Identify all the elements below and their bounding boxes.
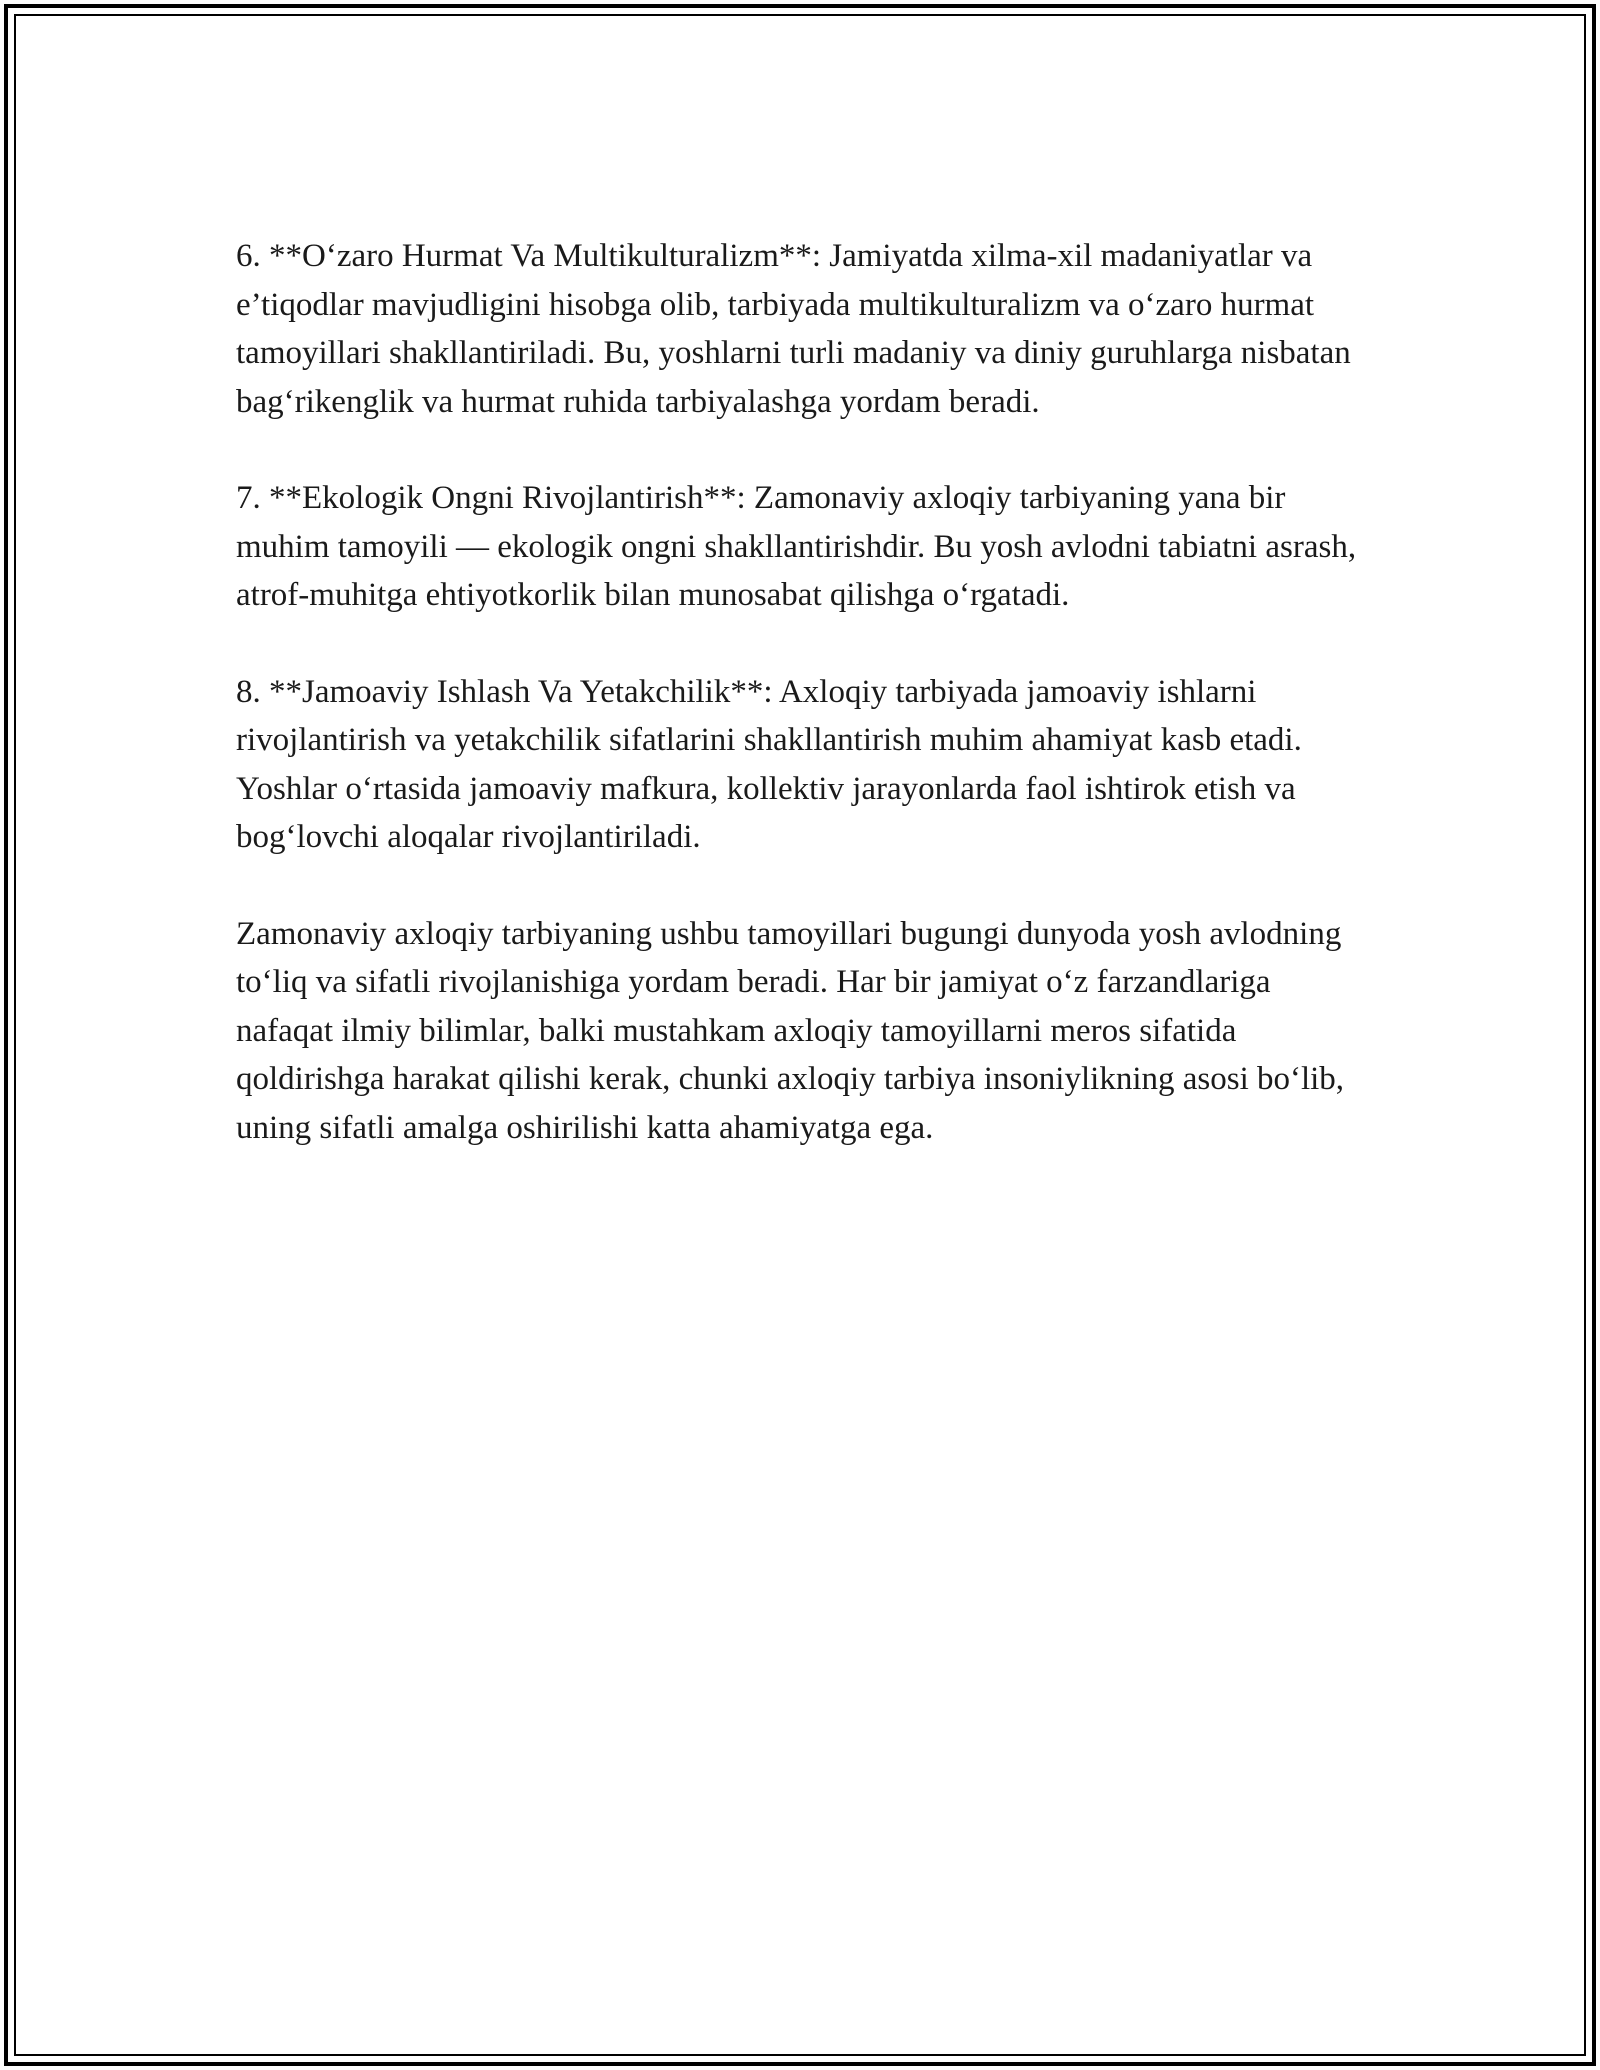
document-body <box>236 232 1366 1200</box>
paragraph-item-8: 8. **Jamoaviy Ishlash Va Yetakchilik**: Axloqiy tarbiyada jamoaviy ishlarni rivojlantirish va yetakchilik sifatlarini shakllantirish muhim ahamiyat kasb etadi. Yoshlar o‘rtasida jamoaviy mafkura, kollektiv jarayonlarda faol ishtirok etish va bog‘lovchi aloqalar rivojlantiriladi. <box>236 673 1302 855</box>
paragraph-item-6: 6. **O‘zaro Hurmat Va Multikulturalizm**: Jamiyatda xilma-xil madaniyatlar va e’tiqodlar mavjudligini hisobga olib, tarbiyada multikulturalizm va o‘zaro hurmat tamoyillari shakllantiriladi. Bu, yoshlarni turli madaniy va diniy guruhlarga nisbatan bag‘rikenglik va hurmat ruhida tarbiyalashga yordam beradi. <box>236 238 1351 420</box>
paragraph-item-7: 7. **Ekologik Ongni Rivojlantirish**: Zamonaviy axloqiy tarbiyaning yana bir muhim tamoyili — ekologik ongni shakllantirishdir. Bu yosh avlodni tabiatni asrash, atrof-muhitga ehtiyotkorlik bilan munosabat qilishga o‘rgatadi. <box>236 480 1357 613</box>
paragraph-conclusion: Zamonaviy axloqiy tarbiyaning ushbu tamoyillari bugungi dunyoda yosh avlodning to‘liq va sifatli rivojlanishiga yordam beradi. Har bir jamiyat o‘z farzandlariga nafaqat ilmiy bilimlar, balki mustahkam axloqiy tamoyillarni meros sifatida qoldirishga harakat qilishi kerak, chunki axloqiy tarbiya insoniylikning asosi bo‘lib, uning sifatli amalga oshirilishi katta ahamiyatga ega. <box>236 915 1345 1146</box>
